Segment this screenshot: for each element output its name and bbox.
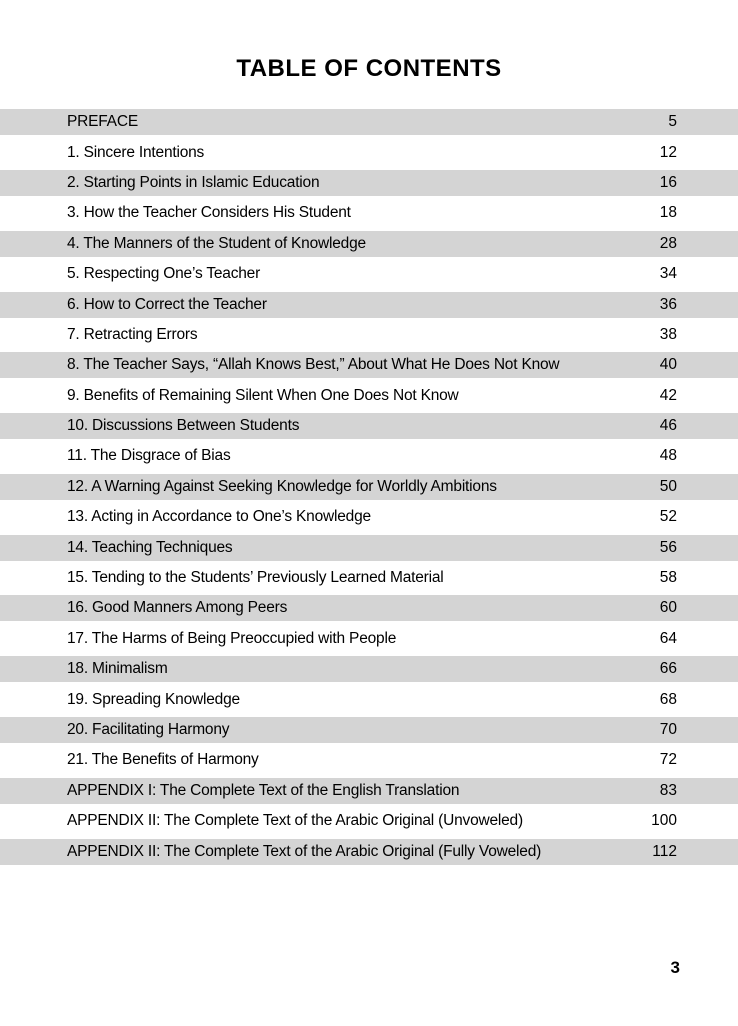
toc-entry-label: 16. Good Manners Among Peers [67, 599, 288, 617]
toc-entry-label: 18. Minimalism [67, 660, 168, 678]
toc-entry-page: 100 [651, 812, 677, 830]
toc-row [0, 745, 738, 775]
toc-row [0, 411, 738, 441]
toc-row-inner [0, 504, 738, 530]
toc-entry-label: 11. The Disgrace of Bias [67, 447, 231, 465]
toc-entry-label: 9. Benefits of Remaining Silent When One Does Not Know [67, 386, 459, 404]
toc-row-inner [0, 109, 738, 135]
toc-row-inner [0, 595, 738, 621]
toc-entry-page: 12 [659, 143, 677, 161]
toc-entry-page: 72 [659, 751, 677, 769]
toc-entry-page: 58 [659, 569, 677, 587]
toc-entry-page: 48 [659, 447, 677, 465]
toc-row-inner [0, 170, 738, 196]
toc-entry-label: 15. Tending to the Students’ Previously Learned Material [67, 569, 444, 587]
toc-entry-label: 7. Retracting Errors [67, 325, 198, 343]
toc-entry-page: 50 [659, 477, 677, 495]
toc-row-inner [0, 474, 738, 500]
toc-row [0, 532, 738, 562]
toc-entry-label: 20. Facilitating Harmony [67, 721, 230, 738]
toc-row [0, 229, 738, 259]
toc-row-inner [0, 231, 738, 257]
toc-entry-label: APPENDIX I: The Complete Text of the English Translation [67, 781, 460, 799]
toc-entry-label: 19. Spreading Knowledge [67, 690, 240, 708]
toc-entry-label: 13. Acting in Accordance to One’s Knowledge [67, 508, 371, 526]
toc-row-inner [0, 352, 738, 378]
toc-row [0, 381, 738, 411]
toc-entry-page: 56 [659, 538, 677, 556]
toc-entry-label: 6. How to Correct the Teacher [67, 295, 267, 313]
toc-row [0, 654, 738, 684]
toc-row-inner [0, 717, 738, 743]
toc-entry-page: 40 [659, 356, 677, 374]
toc-entry-page: 52 [659, 508, 677, 526]
toc-row [0, 350, 738, 380]
toc-row [0, 259, 738, 289]
toc-row-inner [0, 747, 738, 773]
toc-entry-page: 70 [659, 721, 677, 738]
toc-row [0, 168, 738, 198]
toc-entry-page: 28 [659, 234, 677, 252]
footer-page-number: 3 [670, 958, 680, 977]
toc-entry-label: 2. Starting Points in Islamic Education [67, 173, 320, 191]
toc-entry-label: 5. Respecting One’s Teacher [67, 265, 261, 283]
toc-row [0, 502, 738, 532]
toc-entry-page: 16 [659, 173, 677, 191]
toc-entry-page: 68 [659, 690, 677, 708]
toc-row [0, 715, 738, 745]
page-title: TABLE OF CONTENTS [236, 55, 502, 82]
toc-entry-page: 42 [659, 386, 677, 404]
toc-entry-label: 17. The Harms of Being Preoccupied with People [67, 629, 397, 647]
toc-entry-label: APPENDIX II: The Complete Text of the Arabic Original (Fully Voweled) [67, 842, 542, 860]
toc-row [0, 776, 738, 806]
toc-row-inner [0, 839, 738, 865]
toc-row [0, 198, 738, 228]
toc-row-inner [0, 383, 738, 409]
toc-entry-page: 34 [659, 265, 677, 283]
toc-row [0, 289, 738, 319]
toc-row-inner [0, 200, 738, 226]
toc-row-inner [0, 565, 738, 591]
toc-row-inner [0, 140, 738, 166]
toc-row-inner [0, 261, 738, 287]
toc-row [0, 836, 738, 866]
toc-entry-label: 1. Sincere Intentions [67, 143, 205, 161]
toc-entry-label: 8. The Teacher Says, “Allah Knows Best,” About What He Does Not Know [67, 356, 560, 374]
toc-entry-page: 36 [659, 295, 677, 313]
toc-entry-label: 4. The Manners of the Student of Knowledge [67, 234, 366, 252]
toc-row-inner [0, 626, 738, 652]
toc-entry-page: 60 [659, 599, 677, 617]
toc-row [0, 684, 738, 714]
toc-row [0, 593, 738, 623]
toc-entry-page: 83 [659, 781, 677, 799]
toc-row-inner [0, 443, 738, 469]
toc-row-inner [0, 808, 738, 834]
toc-entry-label: APPENDIX II: The Complete Text of the Arabic Original (Unvoweled) [67, 812, 523, 830]
toc-row-inner [0, 322, 738, 348]
toc-entry-label: 3. How the Teacher Considers His Student [67, 204, 351, 222]
toc-row [0, 107, 738, 137]
toc-row [0, 441, 738, 471]
toc-row-inner [0, 778, 738, 804]
toc-list [0, 107, 738, 867]
toc-entry-page: 64 [659, 629, 677, 647]
toc-entry-page: 38 [659, 325, 677, 343]
toc-row-inner [0, 535, 738, 561]
toc-row [0, 563, 738, 593]
toc-entry-page: 112 [652, 842, 677, 860]
toc-entry-label: PREFACE [67, 113, 138, 131]
toc-row [0, 320, 738, 350]
toc-entry-page: 66 [659, 660, 677, 678]
toc-row-inner [0, 413, 738, 439]
toc-entry-label: 14. Teaching Techniques [67, 538, 233, 556]
toc-entry-label: 12. A Warning Against Seeking Knowledge for Worldly Ambitions [67, 477, 497, 495]
toc-entry-label: 10. Discussions Between Students [67, 417, 300, 435]
toc-row [0, 472, 738, 502]
toc-row [0, 624, 738, 654]
toc-entry-page: 18 [659, 204, 677, 222]
toc-row-inner [0, 687, 738, 713]
toc-row-inner [0, 292, 738, 318]
toc-row [0, 806, 738, 836]
toc-entry-page: 5 [668, 113, 677, 131]
toc-entry-label: 21. The Benefits of Harmony [67, 751, 259, 769]
toc-row-inner [0, 656, 738, 682]
toc-entry-page: 46 [659, 417, 677, 435]
toc-row [0, 137, 738, 167]
